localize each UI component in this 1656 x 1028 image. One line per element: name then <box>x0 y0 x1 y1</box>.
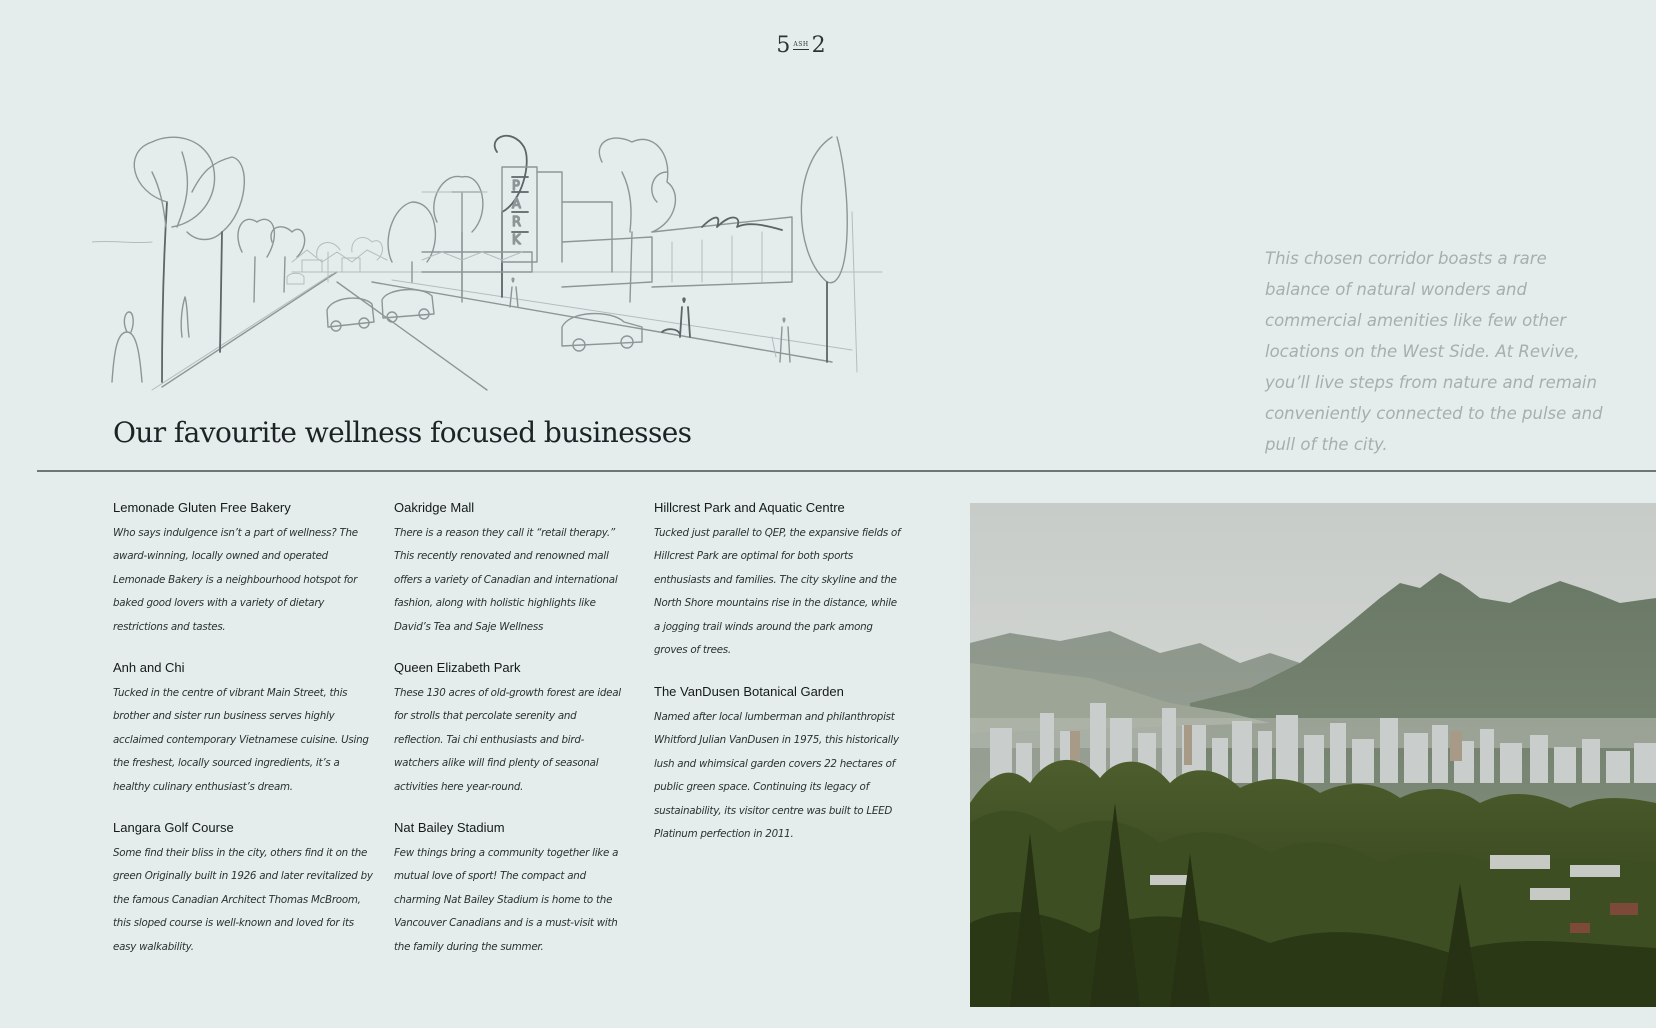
park-sign-letter: P <box>512 179 520 194</box>
logo-left-numeral: 5 <box>776 33 791 58</box>
park-sign-letter: K <box>512 233 521 248</box>
business-description: There is a reason they call it “retail therapy.” This recently renovated and renowned mall offers a variety of Canadian and international fashion, along with holistic highlights like David’s Tea and Saje Wellness <box>394 527 618 633</box>
business-name: Langara Golf Course <box>113 820 234 835</box>
business-anh-and-chi <box>113 660 373 799</box>
business-name: Hillcrest Park and Aquatic Centre <box>654 500 845 515</box>
logo-center-text: ASH <box>793 40 809 48</box>
brand-logo <box>778 34 824 58</box>
business-name: Queen Elizabeth Park <box>394 660 521 675</box>
business-name: The VanDusen Botanical Garden <box>654 684 844 699</box>
business-name: Nat Bailey Stadium <box>394 820 505 835</box>
business-name: Lemonade Gluten Free Bakery <box>113 500 291 515</box>
park-sign-letter: A <box>512 197 521 212</box>
street-sketch-illustration <box>92 132 892 394</box>
intro-paragraph: This chosen corridor boasts a rare balance of natural wonders and commercial amenities like few other locations on the West Side. At Revive, you’ll live steps from nature and remain conveniently connected to the pulse and pull of the city. <box>1265 248 1603 454</box>
business-lemonade-bakery <box>113 500 373 639</box>
business-oakridge-mall <box>394 500 626 639</box>
business-description: Tucked in the centre of vibrant Main Street, this brother and sister run business serves highly acclaimed contemporary Vietnamese cuisine. Using the freshest, locally sourced ingredients, it’s a healthy culinary enthusiast’s dream. <box>113 687 369 793</box>
street-sketch-svg <box>92 132 892 394</box>
logo-right-numeral: 2 <box>811 33 826 58</box>
business-description: Who says indulgence isn’t a part of wellness? The award-winning, locally owned and operated Lemonade Bakery is a neighbourhood hotspot for baked good lovers with a variety of dietary restrictions and tastes. <box>113 527 358 633</box>
business-vandusen-garden <box>654 684 904 846</box>
vancouver-skyline-photo <box>970 503 1656 1007</box>
section-divider <box>37 470 1656 472</box>
business-description: Tucked just parallel to QEP, the expansive fields of Hillcrest Park are optimal for both sports enthusiasts and families. The city skyline and the North Shore mountains rise in the distance, while a jogging trail winds around the park among groves of trees. <box>654 527 901 657</box>
skyline-photo-svg <box>970 503 1656 1007</box>
business-description: Named after local lumberman and philanthropist Whitford Julian VanDusen in 1975, this historically lush and whimsical garden covers 22 hectares of public green space. Continuing its legacy of sustainability, its visitor centre was built to LEED Platinum perfection in 2011. <box>654 711 899 841</box>
business-name: Anh and Chi <box>113 660 185 675</box>
business-name: Oakridge Mall <box>394 500 475 515</box>
park-sign-letter: R <box>512 215 522 230</box>
business-langara-golf <box>113 820 373 959</box>
section-title: Our favourite wellness focused businesses <box>113 416 692 449</box>
business-description: Few things bring a community together like a mutual love of sport! The compact and charming Nat Bailey Stadium is home to the Vancouver Canadians and is a must-visit with the family during the summer. <box>394 847 619 953</box>
business-hillcrest-park <box>654 500 904 662</box>
business-description: These 130 acres of old-growth forest are ideal for strolls that percolate serenity and reflection. Tai chi enthusiasts and bird-watchers alike will find plenty of seasonal activities here year-round. <box>394 687 621 793</box>
business-queen-elizabeth-park <box>394 660 626 799</box>
business-nat-bailey-stadium <box>394 820 626 959</box>
business-description: Some find their bliss in the city, others find it on the green Originally built in 1926 and later revitalized by the famous Canadian Architect Thomas McBroom, this sloped course is well-known and loved for its easy walkability. <box>113 847 373 953</box>
